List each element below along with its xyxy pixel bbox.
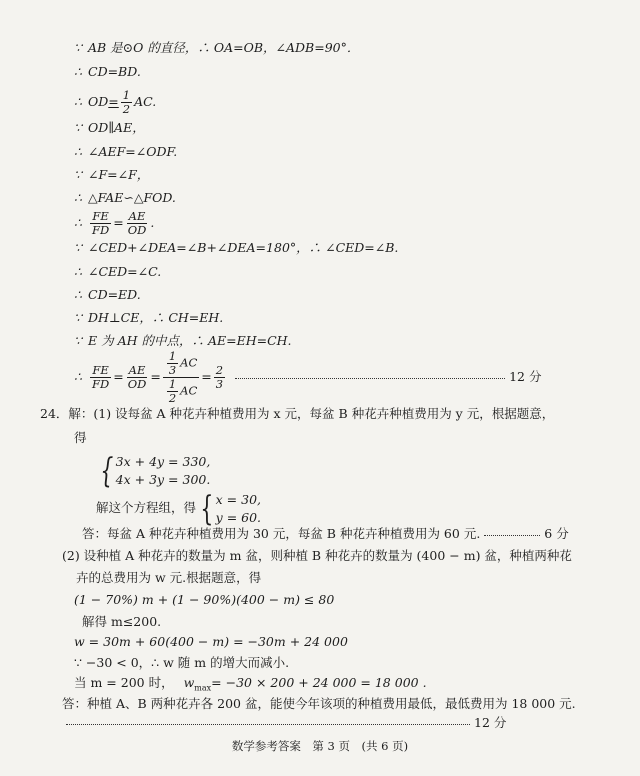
line-cd-bd: ∴ CD=BD. [74,64,141,79]
line-ced-c: ∴ ∠CED=∠C. [74,264,162,279]
score-line-final: 12 分 [62,715,506,731]
fraction-ae-od-final: $\frac{AE}{OD}$ [127,363,147,391]
answer-part1: 答：每盆 A 种花卉种植费用为 30 元，每盆 B 种花卉种植费用为 60 元. 6 分 [82,526,569,541]
w-function: w = 30m + 60(400 − m) = −30m + 24 000 [74,634,348,649]
w-decreasing: ∵ −30 < 0，∴ w 随 m 的增大而减小. [74,655,290,670]
fraction-fe-fd: $\frac{FE}{FD}$ [92,209,110,237]
page-footer: 数学参考答案 第 3 页 (共 6 页) [231,739,409,753]
answer-part2: 答：种植 A、B 两种花卉各 200 盆，能使今年该项的种植费用最低，最低费用为 18 000 元. [62,696,576,711]
line-similar-triangles: ∴ △FAE∽△FOD. [74,190,176,205]
line-diameter: ∵ AB 是⊙O 的直径，∴ OA=OB，∠ADB=90°． [74,40,360,55]
fraction-compound: $\frac{1}{3}$ AC $\frac{1}{2}$ AC [163,350,199,405]
line-angle-aef: ∴ ∠AEF=∠ODF. [74,144,178,159]
fraction-two-thirds: $\frac{2}{3}$ [215,363,224,391]
line-angle-f: ∵ ∠F=∠F， [74,167,150,182]
line-angle-ced: ∵ ∠CED+∠DEA=∠B+∠DEA=180°，∴ ∠CED=∠B. [74,240,399,255]
line-od-parallel-ae: ∵ OD∥AE， [74,120,145,135]
line-e-midpoint: ∵ E 为 AH 的中点，∴ AE=EH=CH. [74,333,292,348]
q24-heading: 24．解：(1) 设每盆 A 种花卉种植费用为 x 元，每盆 B 种花卉种植费用为 y 元，根据题意， [40,406,555,421]
line-dh-perp-ce: ∵ DH⊥CE，∴ CH=EH. [74,310,224,325]
fraction-ae-od: $\frac{AE}{OD}$ [127,209,147,237]
line-od-half-ac: ∴ OD= $\frac{1}{2}$ AC. [74,88,157,116]
fraction-fe-fd-final: $\frac{FE}{FD}$ [92,363,110,391]
w-max-line: 当 m = 200 时， $w_{max}= -30 \times 200 + 24$ 000 = 18 000 . [74,675,427,693]
solution-system: 解这个方程组，得 { x = 30, y = 60. [96,488,262,529]
line-ratio-fe-fd: ∴ $\frac{FE}{FD}$ = $\frac{AE}{OD}$ . [74,209,155,237]
fraction-half: $\frac{1}{2}$ [122,88,131,116]
line-cd-ed: ∴ CD=ED. [74,287,141,302]
solve-m: 解得 m≤200. [82,614,162,629]
part2-line1: (2) 设种植 A 种花卉的数量为 m 盆，则种植 B 种花卉的数量为 (400 − m) 盆，种植两种花 [62,548,572,563]
part2-line2: 卉的总费用为 w 元.根据题意，得 [76,570,262,585]
dotted-leader [235,377,505,379]
line-final-ratio: ∴ $\frac{FE}{FD}$ = $\frac{AE}{OD}$ = $\frac{1}{3}$ AC $\frac{1}{2}$ AC = $\frac{2}{3}$ 12 分 [74,349,542,405]
equation-system: { 3x + 4y = 330, 4x + 3y = 300. [100,450,211,491]
inequality: (1 − 70%) m + (1 − 90%)(400 − m) ≤ 80 [74,592,335,607]
q24-de: 得 [74,430,87,445]
